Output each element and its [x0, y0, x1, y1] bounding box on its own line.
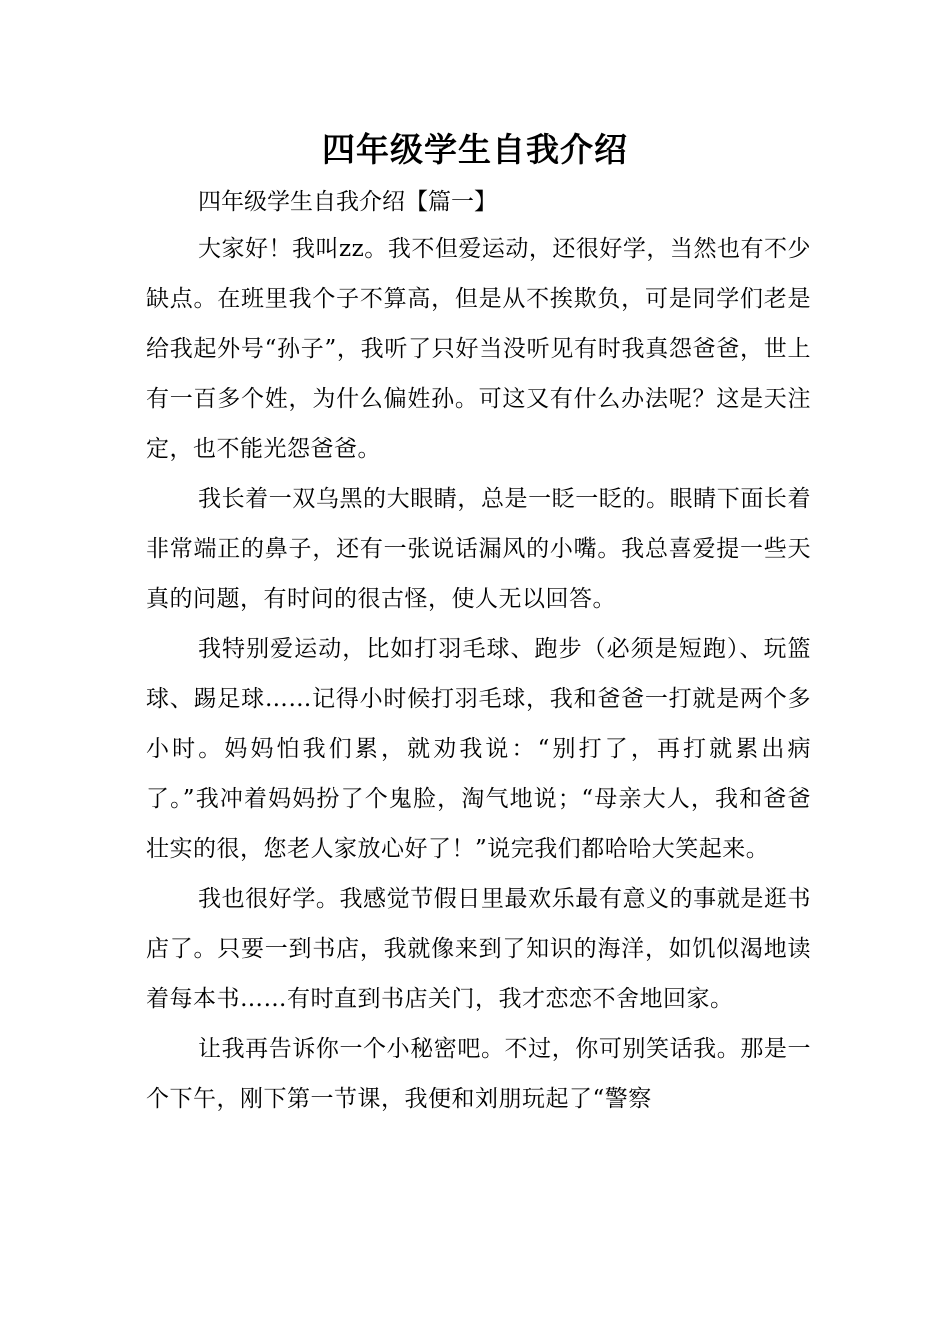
document-body	[146, 180, 811, 1124]
paragraph-study: 我也很好学。我感觉节假日里最欢乐最有意义的事就是逛书店了。只要一到书店，我就像来到了知识的海洋，如饥似渴地读着每本书……有时直到书店关门，我才恋恋不舍地回家。	[146, 886, 811, 1012]
paragraph-sports: 我特别爱运动，比如打羽毛球、跑步（必须是短跑）、玩篮球、踢足球……记得小时候打羽毛球，我和爸爸一打就是两个多小时。妈妈怕我们累，就劝我说：“别打了，再打就累出病了。”我冲着妈妈扮了个鬼脸，淘气地说；“母亲大人，我和爸爸壮实的很，您老人家放心好了！”说完我们都哈哈大笑起来。	[146, 636, 811, 862]
paragraph-appearance: 我长着一双乌黑的大眼睛，总是一眨一眨的。眼睛下面长着非常端正的鼻子，还有一张说话漏风的小嘴。我总喜爱提一些天真的问题，有时问的很古怪，使人无以回答。	[146, 486, 811, 612]
paragraph-intro: 大家好！我叫zz。我不但爱运动，还很好学，当然也有不少缺点。在班里我个子不算高，但是从不挨欺负，可是同学们老是给我起外号“孙子”，我听了只好当没听见有时我真怨爸爸，世上有一百多个姓，为什么偏姓孙。可这又有什么办法呢？这是天注定，也不能光怨爸爸。	[146, 236, 811, 462]
paragraph-secret: 让我再告诉你一个小秘密吧。不过，你可别笑话我。那是一个下午，刚下第一节课，我便和刘朋玩起了“警察	[146, 1036, 811, 1112]
section-heading: 四年级学生自我介绍【篇一】	[198, 189, 497, 215]
document-title: 四年级学生自我介绍	[322, 130, 628, 169]
